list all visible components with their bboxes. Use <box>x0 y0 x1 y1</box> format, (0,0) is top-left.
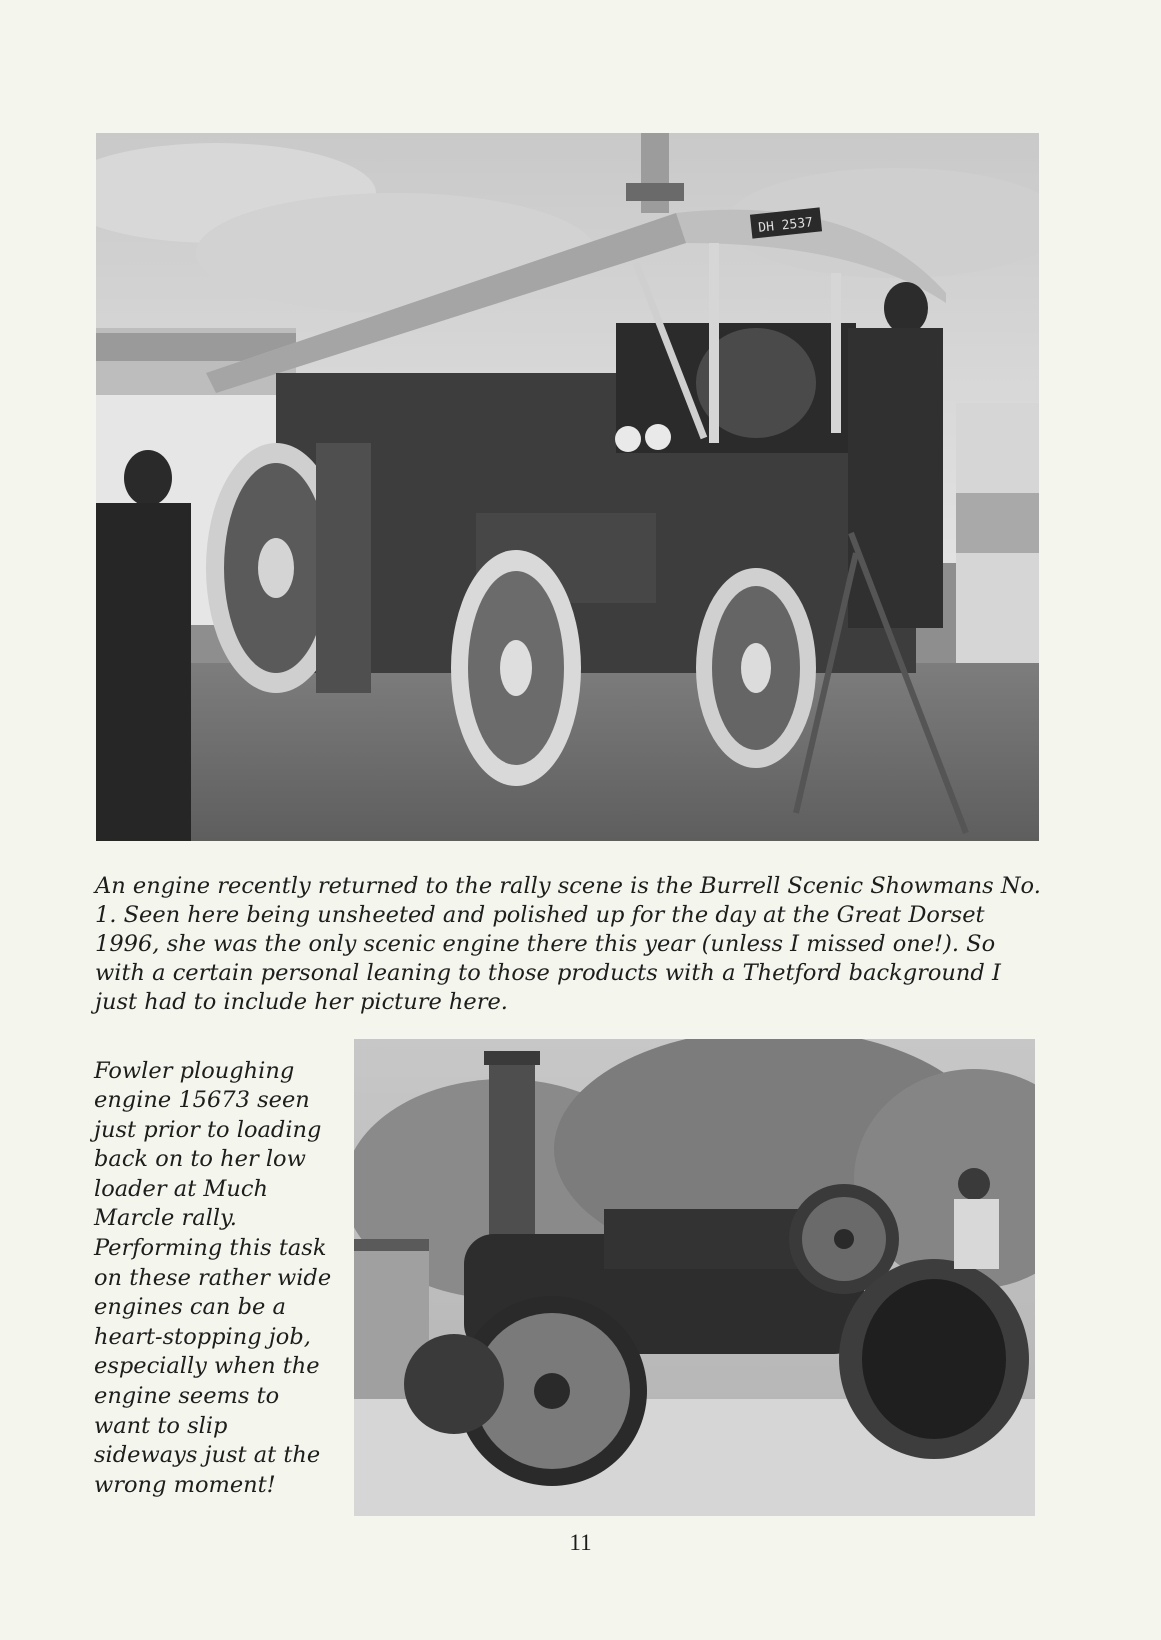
photo-burrell-showmans-engine <box>96 133 1039 841</box>
caption-fowler-ploughing-engine: Fowler ploughing engine 15673 seen just prior to loading back on to her low loader at Much Marcle rally. Performing this task on these rather wide engines can be a heart-stopping job, especially when the engine seems to want to slip sideways just at the wrong moment! <box>94 1057 332 1498</box>
caption-burrell-showmans: An engine recently returned to the rally scene is the Burrell Scenic Showmans No. 1. Seen here being unsheeted and polished up for the day at the Great Dorset 1996, she was the only scenic engine there this year (unless I missed one!). So with a certain personal leaning to those products with a Thetford background I just had to include her picture here. <box>95 872 1041 1015</box>
photo-fowler-ploughing-engine <box>354 1039 1035 1516</box>
driver <box>954 1199 999 1269</box>
person-left <box>96 503 191 841</box>
page-number: 11 <box>569 1530 592 1555</box>
person-right <box>848 328 943 628</box>
chimney <box>489 1051 535 1241</box>
photo-bottom-drawing <box>354 1039 1035 1516</box>
twisted-pole <box>831 273 841 433</box>
registration-text: DH 2537 <box>757 215 814 236</box>
twisted-pole <box>709 243 719 443</box>
photo-top-drawing <box>96 133 1039 841</box>
